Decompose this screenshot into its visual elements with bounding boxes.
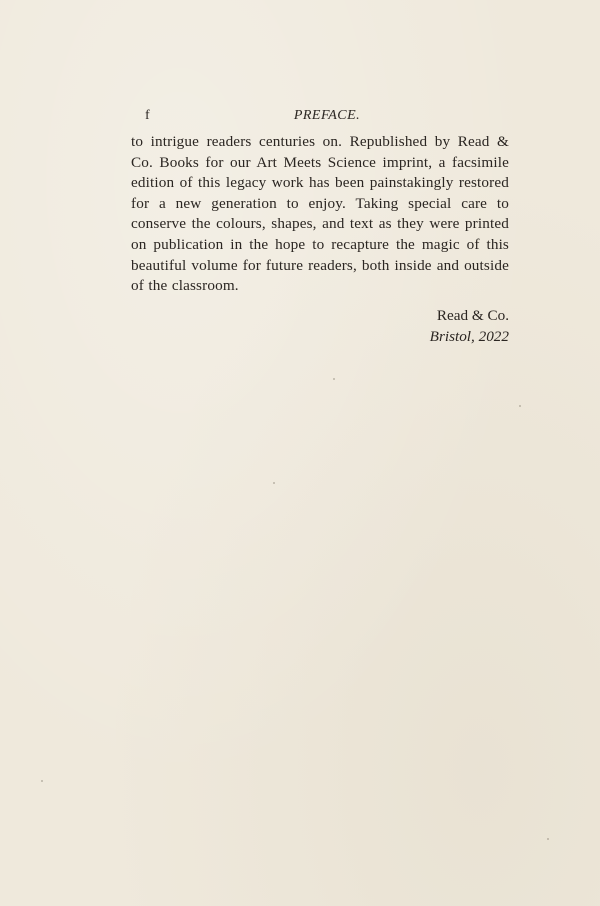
paper-speck: [519, 405, 521, 407]
paper-speck: [547, 838, 549, 840]
signature-place-date: Bristol, 2022: [429, 327, 509, 345]
preface-body-text: to intrigue readers centuries on. Republished by Read & Co. Books for our Art Meets Science imprint, a facsimile edition of this legacy work has been painstakingly restored for a new generation to enjoy. Taking special care to conserve the colours, shapes, and text as they were printed on publication in the hope to recapture the magic of this beautiful volume for future readers, both inside and outside of the classroom.: [131, 133, 509, 295]
paper-speck: [273, 482, 275, 484]
running-head: [145, 106, 509, 128]
paper-speck: [41, 780, 43, 782]
paper-speck: [333, 378, 335, 380]
signature-block: [430, 306, 509, 347]
page-folio: f: [145, 108, 150, 123]
signature-publisher: Read & Co.: [436, 307, 509, 324]
running-head-title: PREFACE.: [293, 108, 361, 123]
